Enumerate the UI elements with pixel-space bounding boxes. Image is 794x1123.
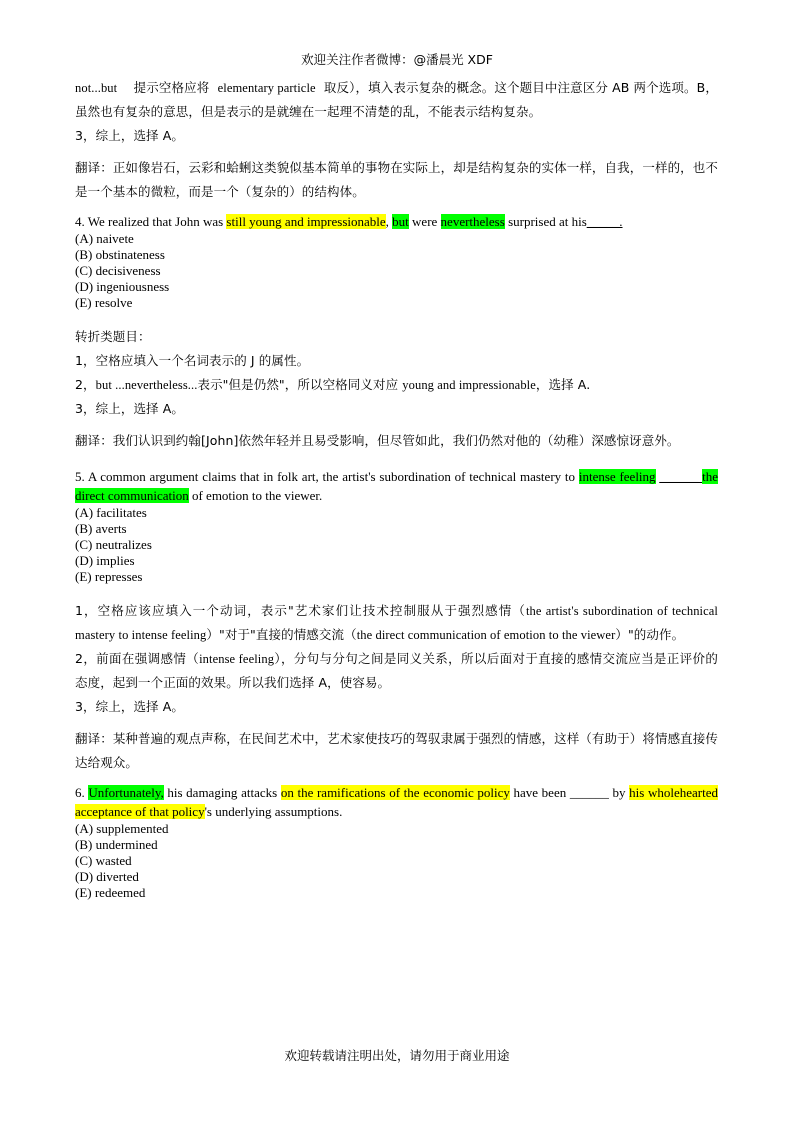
- option-item: (D) diverted: [75, 869, 139, 884]
- option-item: (A) facilitates: [75, 505, 147, 520]
- highlight-green: the direct communication: [75, 469, 719, 503]
- option-item: (A) supplemented: [75, 821, 169, 836]
- q4-analysis-point-3: 3，综上，选择 A。: [75, 401, 184, 416]
- q6-options: [75, 821, 718, 901]
- answer-blank: ______: [659, 469, 703, 484]
- q4-category: 转折类题目：: [75, 329, 151, 344]
- highlight-yellow: his wholehearted acceptance of that policy: [75, 785, 718, 819]
- option-item: (B) undermined: [75, 837, 158, 852]
- q4-options: [75, 231, 718, 311]
- q4-analysis-point-2: 2，but ...nevertheless...表示"但是仍然"，所以空格同义对应 young and impressionable，选择 A.: [75, 377, 591, 392]
- option-item: (D) ingeniousness: [75, 279, 170, 294]
- option-item: (E) redeemed: [75, 885, 146, 900]
- highlight-green: intense feeling: [578, 469, 656, 484]
- option-item: (E) resolve: [75, 295, 133, 310]
- q4-analysis-point-1: 1，空格应填入一个名词表示的 J 的属性。: [75, 353, 310, 368]
- q5-stem: 5. A common argument claims that in folk art, the artist's subordination of technical mastery to intense feeling ______ the direct communication of emotion to the viewer.: [75, 469, 719, 503]
- option-item: (C) wasted: [75, 853, 132, 868]
- highlight-green: Unfortunately,: [88, 785, 164, 800]
- q5-analysis-point-3: 3，综上，选择 A。: [75, 699, 184, 714]
- option-item: (C) neutralizes: [75, 537, 152, 552]
- q4-translation: 翻译：我们认识到约翰[John]依然年轻并且易受影响，但尽管如此，我们仍然对他的（幼稚）深感惊讶意外。: [75, 433, 680, 448]
- option-item: (A) naivete: [75, 231, 134, 246]
- highlight-green: but: [392, 214, 409, 229]
- q5-options: [75, 505, 718, 585]
- q5-translation: 翻译：某种普遍的观点声称，在民间艺术中，艺术家使技巧的驾驭隶属于强烈的情感，这样（有助于）将情感直接传达给观众。: [75, 731, 718, 770]
- q5-analysis-point-2: 2，前面在强调感情（intense feeling），分句与分句之间是同义关系，所以后面对于直接的感情交流应当是正评价的态度，起到一个正面的效果。所以我们选择 A，使容易。: [75, 651, 718, 690]
- option-item: (D) implies: [75, 553, 135, 568]
- option-item: (C) decisiveness: [75, 263, 161, 278]
- highlight-green: nevertheless: [440, 214, 505, 229]
- option-item: (B) averts: [75, 521, 127, 536]
- page-header: 欢迎关注作者微博：@潘晨光 XDF: [301, 52, 493, 67]
- page-footer: 欢迎转载请注明出处，请勿用于商业用途: [284, 1048, 510, 1063]
- q3-analysis-point-3: 3，综上，选择 A。: [75, 128, 184, 143]
- q4-stem: 4. We realized that John was still young and impressionable, but were nevertheless surprised at his_____.: [75, 214, 623, 229]
- q3-analysis-point-2: not...but 提示空格应将 elementary particle 取反），填入表示复杂的概念。这个题目中注意区分 AB 两个选项。B，虽然也有复杂的意思，但是表示的是就缠在一起理不清楚的乱，不能表示结构复杂。: [75, 80, 718, 119]
- q6-stem: 6. Unfortunately, his damaging attacks on the ramifications of the economic policy have been ______ by his wholehearted acceptance of that policy's underlying assumptions.: [75, 785, 718, 819]
- q5-analysis-point-1: 1，空格应该应填入一个动词，表示"艺术家们让技术控制服从于强烈感情（the artist's subordination of technical mastery to intense feeling）"对于"直接的情感交流（the direct communication of emotion to the viewer）"的动作。: [75, 603, 718, 642]
- highlight-yellow: still young and impressionable: [226, 214, 386, 229]
- option-item: (E) represses: [75, 569, 143, 584]
- highlight-yellow: on the ramifications of the economic policy: [280, 785, 510, 800]
- page-content: [75, 76, 718, 901]
- option-item: (B) obstinateness: [75, 247, 165, 262]
- answer-blank: _____.: [586, 214, 623, 229]
- q3-translation: 翻译：正如像岩石，云彩和蛤蜊这类貌似基本简单的事物在实际上，却是结构复杂的实体一样，自我，一样的，也不是一个基本的微粒，而是一个（复杂的）的结构体。: [75, 160, 718, 199]
